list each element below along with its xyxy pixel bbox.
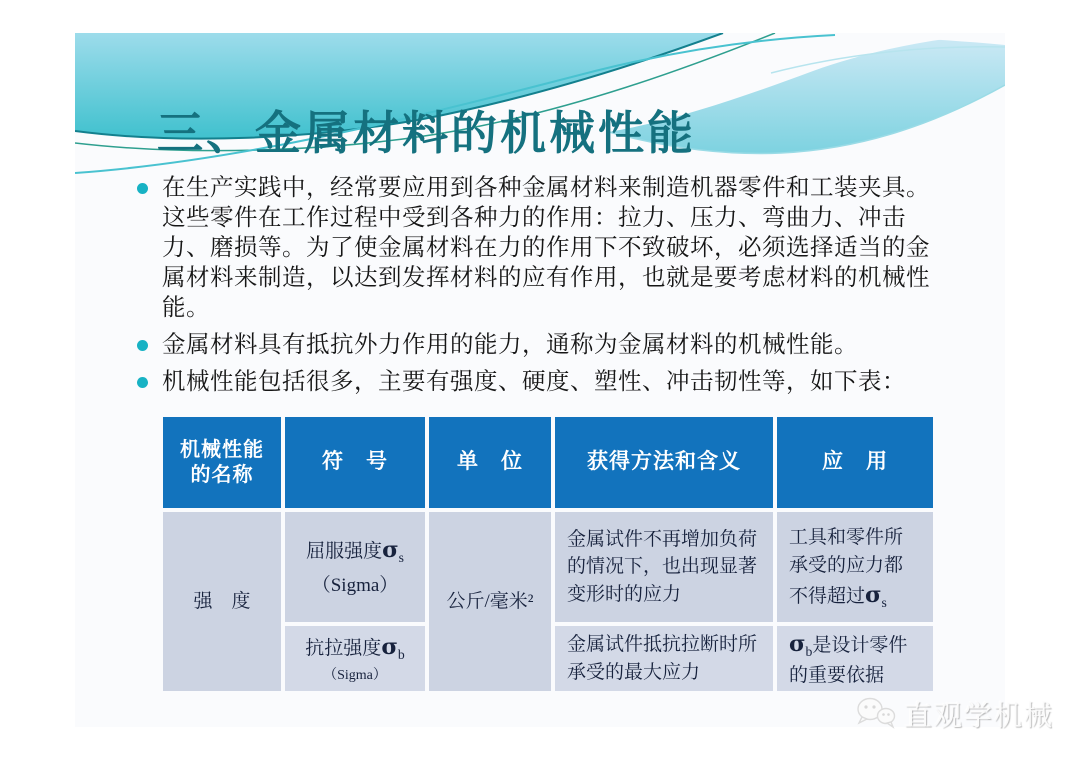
list-item bbox=[137, 173, 937, 323]
table-cell-symbol-yield: 屈服强度$\sigma_s$ （Sigma） bbox=[285, 512, 425, 622]
sigma-symbol: σ bbox=[382, 537, 399, 564]
sigma-note: （Sigma） bbox=[311, 575, 399, 597]
page-title: 三、金属材料的机械性能 bbox=[157, 107, 696, 159]
table-cell-property: 强 度 bbox=[163, 512, 281, 691]
header-cell-method: 获得方法和含义 bbox=[555, 417, 773, 508]
table-cell-application-yield: 工具和零件所承受的应力都不得超过$\sigma_s$ bbox=[777, 512, 933, 622]
sigma-symbol: σ bbox=[789, 630, 806, 657]
list-item bbox=[137, 330, 937, 360]
sigma-note: （Sigma） bbox=[323, 668, 387, 684]
bullet-dot-icon bbox=[137, 183, 148, 194]
bullet-dot-icon bbox=[137, 377, 148, 388]
bullet-dot-icon bbox=[137, 340, 148, 351]
table-cell-method-tensile: 金属试件抵抗拉断时所承受的最大应力 bbox=[555, 626, 773, 691]
watermark-label: 直观学机械 bbox=[904, 700, 1055, 731]
slide bbox=[75, 33, 1005, 727]
header-cell-unit: 单 位 bbox=[429, 417, 551, 508]
sigma-symbol: σ bbox=[381, 633, 398, 660]
sigma-symbol: σ bbox=[865, 582, 882, 609]
table-cell-symbol-tensile: 抗拉强度$\sigma_b$ （Sigma） bbox=[285, 626, 425, 691]
list-item bbox=[137, 367, 937, 397]
table-cell-method-yield: 金属试件不再增加负荷的情况下，也出现显著变形时的应力 bbox=[555, 512, 773, 622]
watermark bbox=[855, 694, 1054, 734]
chat-bubbles-icon bbox=[855, 696, 897, 732]
table-cell-unit: 公斤/毫米² bbox=[429, 512, 551, 691]
header-cell-application: 应 用 bbox=[777, 417, 933, 508]
header-cell-name: 机械性能 的名称 bbox=[163, 417, 281, 508]
bullet-text: 在生产实践中，经常要应用到各种金属材料来制造机器零件和工装夹具。这些零件在工作过程中受到各种力的作用：拉力、压力、弯曲力、冲击力、磨损等。为了使金属材料在力的作用下不致破坏，必须选择适当的金属材料来制造，以达到发挥材料的应有作用，也就是要考虑材料的机械性能。 bbox=[162, 175, 930, 321]
bullet-list bbox=[137, 173, 937, 404]
table-cell-application-tensile: $\sigma_b$是设计零件的重要依据 bbox=[777, 626, 933, 691]
header-cell-symbol: 符 号 bbox=[285, 417, 425, 508]
bullet-text: 机械性能包括很多，主要有强度、硬度、塑性、冲击韧性等，如下表： bbox=[162, 369, 906, 395]
bullet-text: 金属材料具有抵抗外力作用的能力，通称为金属材料的机械性能。 bbox=[162, 332, 858, 358]
mechanical-properties-table bbox=[163, 417, 933, 691]
